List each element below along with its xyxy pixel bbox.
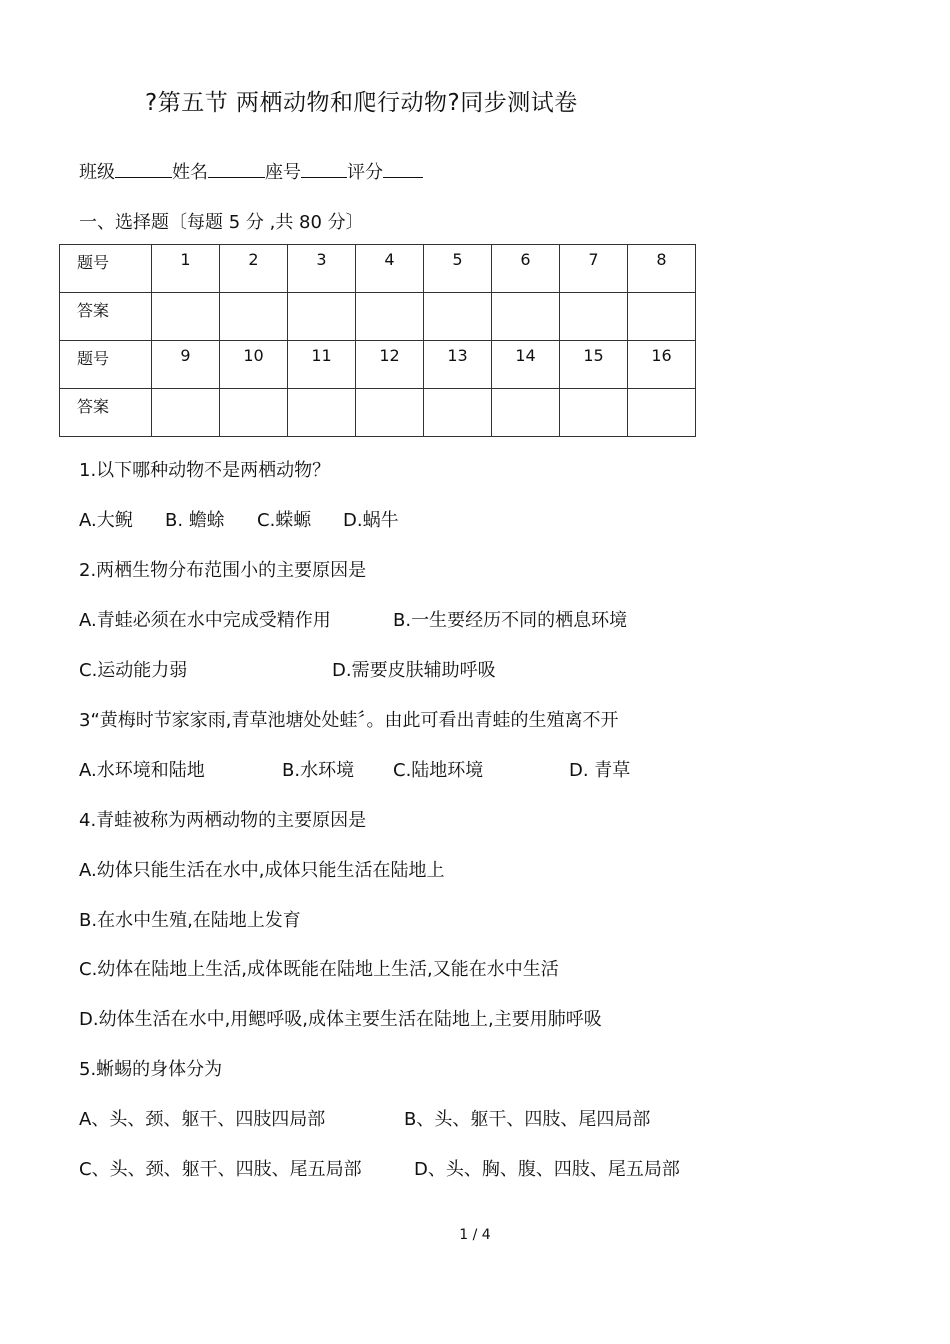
option-b[interactable]: B.水环境: [282, 760, 355, 781]
class-label: 班级: [79, 162, 115, 183]
table-row: [60, 341, 696, 389]
option-b[interactable]: B.在水中生殖,在陆地上发育: [79, 910, 301, 931]
answer-cell[interactable]: [356, 389, 424, 437]
name-label: 姓名: [172, 162, 208, 183]
question-number-cell: 3: [288, 245, 356, 293]
answer-cell[interactable]: [288, 293, 356, 341]
question-3-options: [79, 756, 630, 782]
question-5-options-row2: [79, 1155, 680, 1181]
question-5-options-row1: [79, 1105, 650, 1131]
question-2-stem: 2.两栖生物分布范围小的主要原因是: [79, 560, 367, 581]
question-number-cell: 1: [152, 245, 220, 293]
question-5-stem: 5.蜥蜴的身体分为: [79, 1059, 223, 1080]
question-number-cell: 15: [560, 341, 628, 389]
option-c[interactable]: C.蝾螈: [257, 510, 312, 531]
seat-blank: [301, 161, 347, 178]
seat-label: 座号: [265, 162, 301, 183]
question-number-cell: 9: [152, 341, 220, 389]
answer-cell[interactable]: [288, 389, 356, 437]
answer-cell[interactable]: [560, 389, 628, 437]
score-label: 评分: [347, 162, 383, 183]
question-number-header: 题号: [60, 341, 152, 389]
question-1-stem: 1.以下哪种动物不是两栖动物？: [79, 460, 331, 481]
student-info-line: [79, 158, 423, 184]
option-a[interactable]: A.大鲵: [79, 510, 133, 531]
option-c[interactable]: C.运动能力弱: [79, 660, 188, 681]
option-b[interactable]: B. 蟾蜍: [165, 510, 225, 531]
question-number-cell: 16: [628, 341, 696, 389]
option-c[interactable]: C.幼体在陆地上生活,成体既能在陆地上生活,又能在水中生活: [79, 959, 559, 980]
answer-cell[interactable]: [220, 389, 288, 437]
option-d[interactable]: D.需要皮肤辅助呼吸: [332, 660, 496, 681]
question-number-cell: 5: [424, 245, 492, 293]
answer-cell[interactable]: [424, 293, 492, 341]
answer-cell[interactable]: [560, 293, 628, 341]
table-row: [60, 245, 696, 293]
answer-cell[interactable]: [492, 293, 560, 341]
answer-header: 答案: [60, 293, 152, 341]
option-b[interactable]: B、头、躯干、四肢、尾四局部: [404, 1109, 651, 1130]
question-number-cell: 13: [424, 341, 492, 389]
answer-cell[interactable]: [628, 389, 696, 437]
question-number-cell: 10: [220, 341, 288, 389]
question-number-cell: 6: [492, 245, 560, 293]
answer-cell[interactable]: [628, 293, 696, 341]
page-title: ?第五节 两栖动物和爬行动物?同步测试卷: [145, 90, 578, 116]
question-4-stem: 4.青蛙被称为两栖动物的主要原因是: [79, 810, 367, 831]
name-blank: [208, 161, 265, 178]
question-number-cell: 14: [492, 341, 560, 389]
option-d[interactable]: D. 青草: [569, 760, 631, 781]
answer-cell[interactable]: [220, 293, 288, 341]
option-c[interactable]: C.陆地环境: [393, 760, 484, 781]
answer-cell[interactable]: [356, 293, 424, 341]
option-d[interactable]: D.幼体生活在水中,用鳃呼吸,成体主要生活在陆地上,主要用肺呼吸: [79, 1009, 602, 1030]
answer-table: [59, 244, 696, 437]
answer-cell[interactable]: [492, 389, 560, 437]
answer-cell[interactable]: [152, 389, 220, 437]
question-3-stem: 3“黄梅时节家家雨,青草池塘处处蛙〞。由此可看出青蛙的生殖离不开: [79, 710, 619, 731]
option-b[interactable]: B.一生要经历不同的栖息环境: [393, 610, 628, 631]
option-a[interactable]: A、头、颈、躯干、四肢四局部: [79, 1109, 326, 1130]
option-d[interactable]: D、头、胸、腹、四肢、尾五局部: [414, 1159, 680, 1180]
question-number-cell: 11: [288, 341, 356, 389]
question-2-options-row2: [79, 656, 496, 682]
question-number-cell: 2: [220, 245, 288, 293]
option-d[interactable]: D.蜗牛: [343, 510, 399, 531]
option-a[interactable]: A.青蛙必须在水中完成受精作用: [79, 610, 331, 631]
question-number-header: 题号: [60, 245, 152, 293]
option-a[interactable]: A.水环境和陆地: [79, 760, 205, 781]
question-number-cell: 7: [560, 245, 628, 293]
score-blank: [383, 161, 423, 178]
question-number-cell: 12: [356, 341, 424, 389]
question-2-options-row1: [79, 606, 627, 632]
section-heading: 一、选择题〔每题 5 分 ,共 80 分〕: [79, 212, 364, 233]
question-1-options: [79, 506, 399, 532]
class-blank: [115, 161, 172, 178]
question-number-cell: 4: [356, 245, 424, 293]
page-number: 1 / 4: [459, 1227, 491, 1243]
answer-cell[interactable]: [424, 389, 492, 437]
answer-cell[interactable]: [152, 293, 220, 341]
table-row: [60, 389, 696, 437]
answer-header: 答案: [60, 389, 152, 437]
table-row: [60, 293, 696, 341]
question-number-cell: 8: [628, 245, 696, 293]
option-c[interactable]: C、头、颈、躯干、四肢、尾五局部: [79, 1159, 362, 1180]
option-a[interactable]: A.幼体只能生活在水中,成体只能生活在陆地上: [79, 860, 445, 881]
